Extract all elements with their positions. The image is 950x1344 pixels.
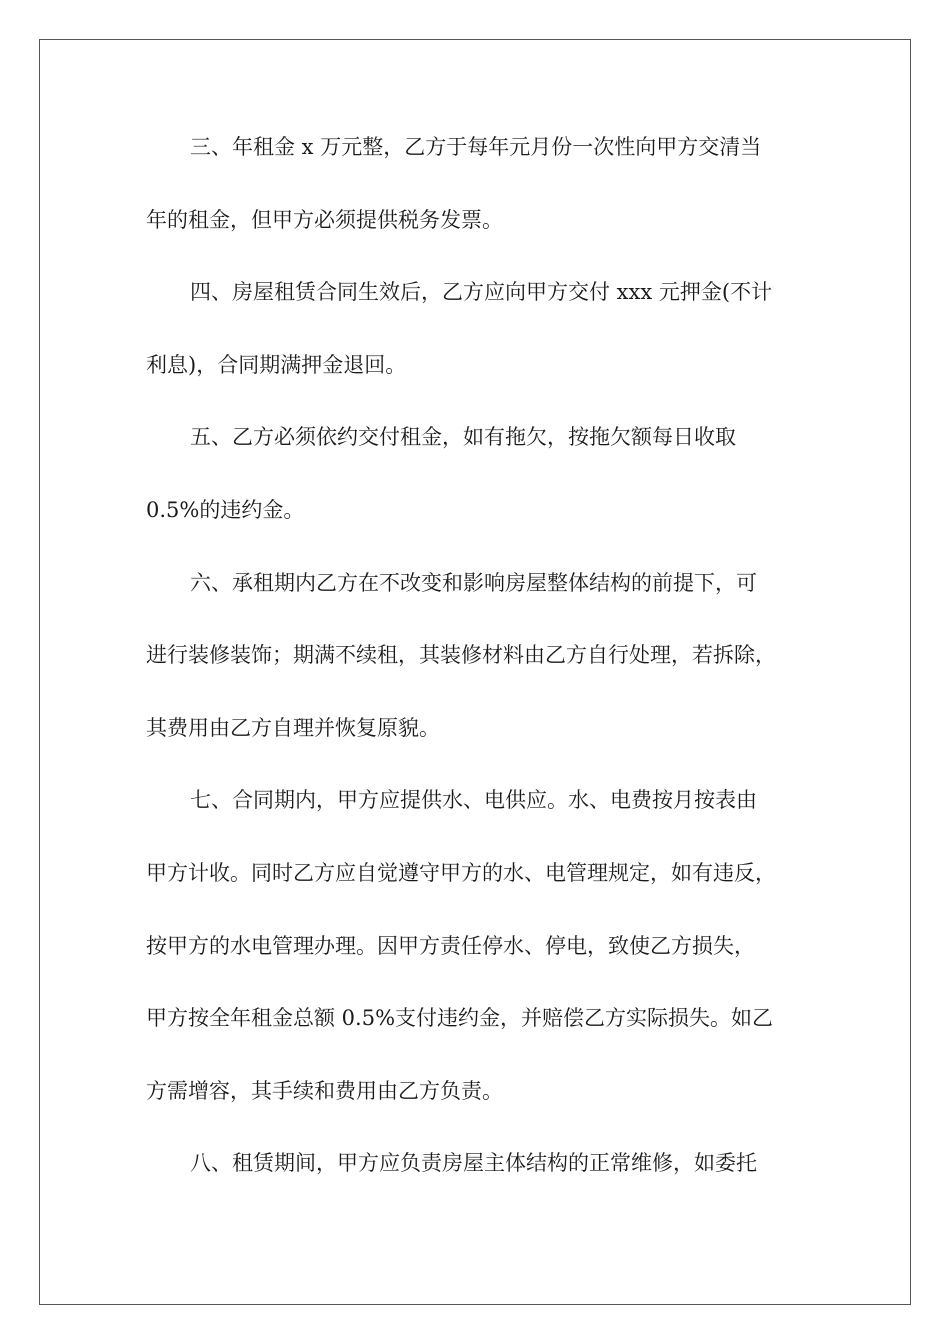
clause-7-line-2: 甲方计收。同时乙方应自觉遵守甲方的水、电管理规定，如有违反， (146, 860, 776, 885)
clause-4-line-1: 四、房屋租赁合同生效后，乙方应向甲方交付 xxx 元押金(不计 (190, 280, 773, 305)
clause-6-line-1: 六、承租期内乙方在不改变和影响房屋整体结构的前提下，可 (190, 570, 757, 595)
clause-6-line-2: 进行装修装饰；期满不续租，其装修材料由乙方自行处理，若拆除， (146, 643, 776, 668)
clause-7-line-1: 七、合同期内，甲方应提供水、电供应。水、电费按月按表由 (190, 788, 757, 813)
clause-5-line-2: 0.5%的违约金。 (146, 497, 305, 522)
clause-6-line-3: 其费用由乙方自理并恢复原貌。 (146, 715, 440, 740)
clause-4-line-2: 利息)，合同期满押金退回。 (146, 352, 407, 377)
clause-3-line-2: 年的租金，但甲方必须提供税务发票。 (146, 207, 503, 232)
document-body (146, 125, 816, 1214)
clause-3-line-1: 三、年租金 x 万元整，乙方于每年元月份一次性向甲方交清当 (190, 135, 762, 159)
clause-5-line-1: 五、乙方必须依约交付租金，如有拖欠，按拖欠额每日收取 (190, 425, 736, 450)
clause-7-line-5: 方需增容，其手续和费用由乙方负责。 (146, 1078, 503, 1103)
clause-7-line-4: 甲方按全年租金总额 0.5%支付违约金，并赔偿乙方实际损失。如乙 (146, 1006, 774, 1031)
clause-7-line-3: 按甲方的水电管理办理。因甲方责任停水、停电，致使乙方损失， (146, 933, 755, 958)
clause-8-line-1: 八、租赁期间，甲方应负责房屋主体结构的正常维修，如委托 (190, 1151, 757, 1176)
